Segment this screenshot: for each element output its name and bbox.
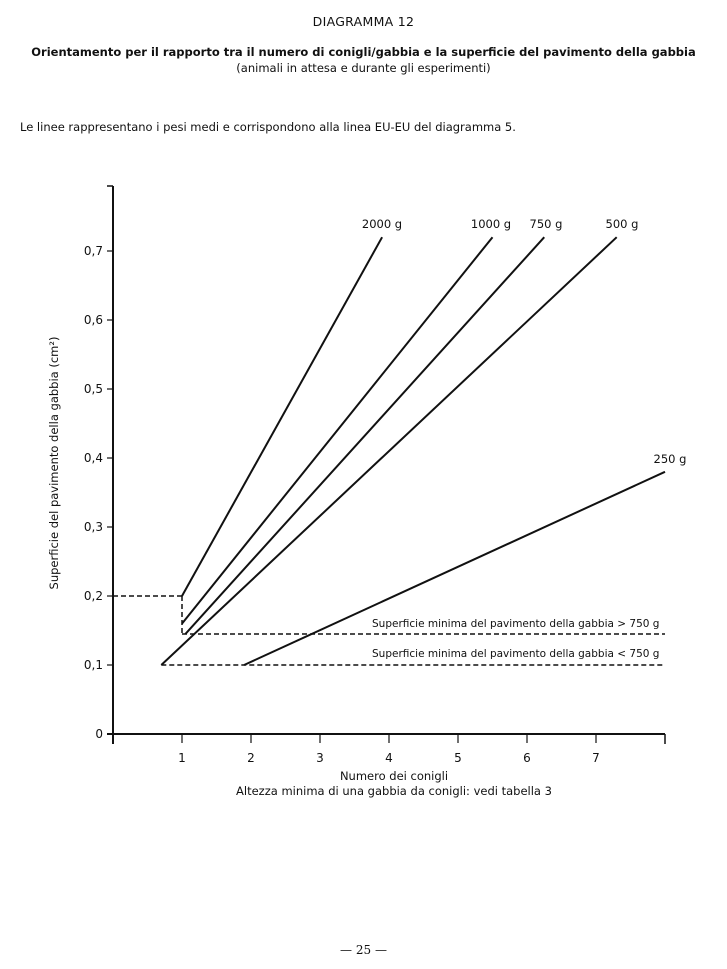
series-label: 250 g bbox=[653, 452, 687, 466]
y-tick-label: 0,7 bbox=[83, 244, 103, 258]
reference-label-above-750: Superficie minima del pavimento della gabbia > 750 g bbox=[372, 618, 660, 630]
reference-label-below-750: Superficie minima del pavimento della gabbia < 750 g bbox=[372, 648, 660, 660]
diagram-title: DIAGRAMMA 12 bbox=[312, 14, 415, 29]
series-label: 750 g bbox=[529, 217, 563, 231]
y-tick-label: 0,2 bbox=[83, 589, 103, 603]
diagram-subtitle: Orientamento per il rapporto tra il numero di conigli/gabbia e la superficie del pavimento della gabbia bbox=[31, 45, 696, 59]
series-line bbox=[161, 237, 616, 665]
x-tick-label: 1 bbox=[178, 751, 186, 765]
x-tick-label: 3 bbox=[316, 751, 324, 765]
x-axis-label: Numero dei conigli bbox=[339, 769, 449, 783]
series-line bbox=[185, 237, 544, 634]
y-tick-label: 0 bbox=[95, 727, 103, 741]
y-tick-label: 0,1 bbox=[83, 658, 103, 672]
y-tick-label: 0,5 bbox=[83, 382, 103, 396]
y-tick-label: 0,4 bbox=[83, 451, 103, 465]
series-label: 500 g bbox=[605, 217, 639, 231]
x-tick-label: 2 bbox=[247, 751, 255, 765]
x-tick-label: 4 bbox=[385, 751, 393, 765]
y-tick-label: 0,3 bbox=[83, 520, 103, 534]
x-tick-label: 6 bbox=[523, 751, 531, 765]
diagram-subtitle-2: (animali in attesa e durante gli esperimenti) bbox=[236, 61, 491, 75]
series-line bbox=[182, 237, 493, 623]
series-label: 1000 g bbox=[470, 217, 512, 231]
series-label: 2000 g bbox=[361, 217, 403, 231]
y-axis-label: Superficie del pavimento della gabbia (cm²) bbox=[47, 336, 61, 590]
series-line bbox=[182, 237, 382, 596]
y-tick-label: 0,6 bbox=[83, 313, 103, 327]
x-tick-label: 7 bbox=[592, 751, 600, 765]
series-line bbox=[244, 472, 665, 665]
diagram-note: Le linee rappresentano i pesi medi e corrispondono alla linea EU-EU del diagramma 5. bbox=[20, 120, 516, 134]
page-number: — 25 — bbox=[340, 943, 387, 957]
x-axis-sublabel: Altezza minima di una gabbia da conigli: vedi tabella 3 bbox=[236, 784, 552, 798]
x-tick-label: 5 bbox=[454, 751, 462, 765]
